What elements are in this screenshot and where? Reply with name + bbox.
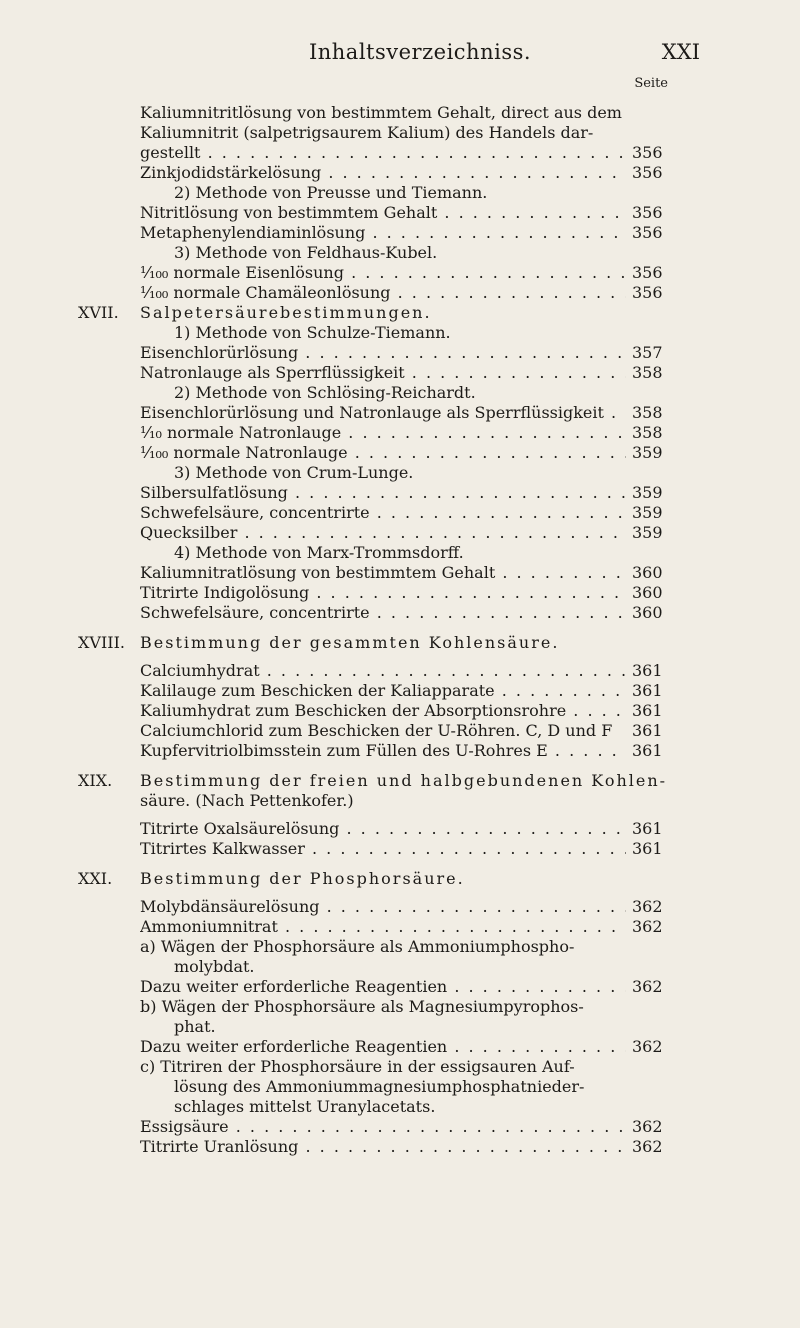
toc-page-number: 362 xyxy=(632,977,663,996)
toc-label: Titrirtes Kalkwasser . . . xyxy=(140,839,626,859)
section-numeral: XVII. xyxy=(78,303,119,322)
toc-page-number: 361 xyxy=(632,741,663,760)
toc-row xyxy=(0,263,800,283)
toc-label: schlages mittelst Uranylacetats. xyxy=(174,1097,436,1116)
toc-label: Natronlauge als Sperrflüssigkeit . . . xyxy=(140,363,626,383)
toc-row xyxy=(0,1037,800,1057)
toc-label: Kalilauge zum Beschicken der Kaliapparate . . . xyxy=(140,681,626,701)
toc-page-number: 362 xyxy=(632,897,663,916)
toc-page-number: 360 xyxy=(632,603,663,622)
toc-label: 4) Methode von Marx-Trommsdorff. xyxy=(174,543,464,562)
toc-row xyxy=(0,819,800,839)
toc-row xyxy=(0,283,800,303)
toc-label: 3) Methode von Feldhaus-Kubel. xyxy=(174,243,438,262)
toc-page-number: 359 xyxy=(632,503,663,522)
toc-page-number: 360 xyxy=(632,563,663,582)
toc-row xyxy=(0,243,800,263)
toc-row xyxy=(0,523,800,543)
toc-page-number: 357 xyxy=(632,343,663,362)
toc-row xyxy=(0,203,800,223)
toc-label: ¹⁄₁₀₀ normale Eisenlösung . . . xyxy=(140,263,626,283)
toc-label: Quecksilber . . . xyxy=(140,523,626,543)
toc-label: lösung des Ammoniummagnesiumphosphatnieder- xyxy=(174,1077,585,1096)
toc-label: Kupfervitriolbimsstein zum Füllen des U-Rohres E . . . xyxy=(140,741,626,761)
toc-label: Bestimmung der Phosphorsäure. xyxy=(140,869,465,888)
toc-label: Titrirte Indigolösung . . . xyxy=(140,583,626,603)
toc-label: Nitritlösung von bestimmtem Gehalt . . . xyxy=(140,203,626,223)
page-number: XXI xyxy=(661,40,700,64)
toc-label: Essigsäure . . . xyxy=(140,1117,626,1137)
toc-page-number: 361 xyxy=(632,819,663,838)
toc-row xyxy=(0,463,800,483)
toc-row xyxy=(0,383,800,403)
toc-page-number: 359 xyxy=(632,523,663,542)
toc-label: Kaliumhydrat zum Beschicken der Absorptionsrohre . . . xyxy=(140,701,626,721)
toc-label: Calciumhydrat . . . xyxy=(140,661,626,681)
toc-row xyxy=(0,681,800,701)
spacer xyxy=(0,653,800,661)
toc-row xyxy=(0,183,800,203)
toc-page-number: 358 xyxy=(632,403,663,422)
toc-page-number: 356 xyxy=(632,263,663,282)
toc-row xyxy=(0,423,800,443)
toc-row xyxy=(0,917,800,937)
toc-row xyxy=(0,483,800,503)
toc-label: säure. (Nach Pettenkofer.) xyxy=(140,791,354,810)
toc-label: Metaphenylendiaminlösung . . . xyxy=(140,223,626,243)
toc-row xyxy=(0,443,800,463)
toc-label: Salpetersäurebestimmungen. xyxy=(140,303,432,322)
toc-row xyxy=(0,741,800,761)
running-title: Inhaltsverzeichniss. xyxy=(308,40,532,64)
toc-label: ¹⁄₁₀₀ normale Chamäleonlösung . . . xyxy=(140,283,626,303)
toc-label: Molybdänsäurelösung . . . xyxy=(140,897,626,917)
toc-page-number: 358 xyxy=(632,363,663,382)
toc-label: gestellt . . . xyxy=(140,143,626,163)
toc-row xyxy=(0,363,800,383)
toc-page-number: 356 xyxy=(632,163,663,182)
toc-row xyxy=(0,403,800,423)
toc-row xyxy=(0,503,800,523)
toc-row xyxy=(0,1117,800,1137)
spacer xyxy=(0,811,800,819)
toc-row xyxy=(0,543,800,563)
toc-row xyxy=(0,603,800,623)
toc-label: Schwefelsäure, concentrirte . . . xyxy=(140,503,626,523)
toc-row xyxy=(0,977,800,997)
spacer xyxy=(0,889,800,897)
section-heading xyxy=(0,771,800,791)
toc-row xyxy=(0,897,800,917)
page-header xyxy=(140,40,700,70)
toc-label: molybdat. xyxy=(174,957,255,976)
toc-row xyxy=(0,1137,800,1157)
toc-page-number: 360 xyxy=(632,583,663,602)
toc-page-number: 362 xyxy=(632,1117,663,1136)
toc-label: Bestimmung der gesammten Kohlensäure. xyxy=(140,633,560,652)
toc-label: Dazu weiter erforderliche Reagentien . . . xyxy=(140,977,626,997)
section-numeral: XXI. xyxy=(78,869,113,888)
toc-row xyxy=(0,223,800,243)
toc-page-number: 359 xyxy=(632,443,663,462)
toc-page-number: 361 xyxy=(632,721,663,740)
toc-label: c) Titriren der Phosphorsäure in der essigsauren Auf- xyxy=(140,1057,575,1076)
toc-label: Silbersulfatlösung . . . xyxy=(140,483,626,503)
toc-label: Zinkjodidstärkelösung . . . xyxy=(140,163,626,183)
toc-page-number: 356 xyxy=(632,283,663,302)
table-of-contents xyxy=(0,103,800,1157)
toc-row xyxy=(0,937,800,957)
toc-page-number: 362 xyxy=(632,1037,663,1056)
toc-page-number: 361 xyxy=(632,681,663,700)
toc-row xyxy=(0,1077,800,1097)
section-numeral: XVIII. xyxy=(78,633,125,652)
toc-row xyxy=(0,661,800,681)
toc-row xyxy=(0,957,800,977)
toc-page-number: 359 xyxy=(632,483,663,502)
toc-row xyxy=(0,1017,800,1037)
spacer xyxy=(0,859,800,869)
toc-row xyxy=(0,997,800,1017)
toc-label: Kaliumnitratlösung von bestimmtem Gehalt . . . xyxy=(140,563,626,583)
toc-label: Dazu weiter erforderliche Reagentien . . . xyxy=(140,1037,626,1057)
toc-row xyxy=(0,701,800,721)
toc-label: 1) Methode von Schulze-Tiemann. xyxy=(174,323,451,342)
toc-label: 3) Methode von Crum-Lunge. xyxy=(174,463,414,482)
toc-label: Ammoniumnitrat . . . xyxy=(140,917,626,937)
toc-page-number: 356 xyxy=(632,203,663,222)
spacer xyxy=(0,761,800,771)
toc-label: Schwefelsäure, concentrirte . . . xyxy=(140,603,626,623)
toc-page-number: 358 xyxy=(632,423,663,442)
toc-page-number: 356 xyxy=(632,223,663,242)
toc-page-number: 356 xyxy=(632,143,663,162)
toc-page-number: 361 xyxy=(632,661,663,680)
toc-row xyxy=(0,721,800,741)
toc-label: Kaliumnitrit (salpetrigsaurem Kalium) des Handels dar- xyxy=(140,123,594,142)
section-heading xyxy=(0,869,800,889)
section-numeral: XIX. xyxy=(78,771,113,790)
toc-row xyxy=(0,563,800,583)
toc-row xyxy=(0,323,800,343)
toc-row xyxy=(0,583,800,603)
toc-label: ¹⁄₁₀ normale Natronlauge . . . xyxy=(140,423,626,443)
toc-page-number: 362 xyxy=(632,917,663,936)
toc-row xyxy=(0,1097,800,1117)
toc-page-number: 362 xyxy=(632,1137,663,1156)
toc-label: Kaliumnitritlösung von bestimmtem Gehalt, direct aus dem xyxy=(140,103,622,122)
toc-row xyxy=(0,1057,800,1077)
toc-page-number: 361 xyxy=(632,839,663,858)
toc-label: ¹⁄₁₀₀ normale Natronlauge . . . xyxy=(140,443,626,463)
toc-row xyxy=(0,791,800,811)
toc-label: a) Wägen der Phosphorsäure als Ammoniumphospho- xyxy=(140,937,575,956)
toc-label: Eisenchlorürlösung und Natronlauge als Sperrflüssigkeit . . . xyxy=(140,403,626,423)
toc-label: 2) Methode von Schlösing-Reichardt. xyxy=(174,383,476,402)
section-heading xyxy=(0,303,800,323)
section-heading xyxy=(0,633,800,653)
toc-label: phat. xyxy=(174,1017,216,1036)
toc-label: Titrirte Uranlösung . . . xyxy=(140,1137,626,1157)
toc-row xyxy=(0,143,800,163)
spacer xyxy=(0,623,800,633)
toc-label: Titrirte Oxalsäurelösung . . . xyxy=(140,819,626,839)
toc-label: 2) Methode von Preusse und Tiemann. xyxy=(174,183,488,202)
toc-row xyxy=(0,103,800,123)
toc-page-number: 361 xyxy=(632,701,663,720)
toc-row xyxy=(0,343,800,363)
column-label-seite: Seite xyxy=(634,76,668,91)
toc-label: Eisenchlorürlösung . . . xyxy=(140,343,626,363)
toc-row xyxy=(0,163,800,183)
toc-row xyxy=(0,123,800,143)
toc-label: Calciumchlorid zum Beschicken der U-Röhren. C, D und F xyxy=(140,721,613,740)
toc-label: b) Wägen der Phosphorsäure als Magnesiumpyrophos- xyxy=(140,997,584,1016)
toc-row xyxy=(0,839,800,859)
toc-label: Bestimmung der freien und halbgebundenen Kohlen- xyxy=(140,771,668,790)
